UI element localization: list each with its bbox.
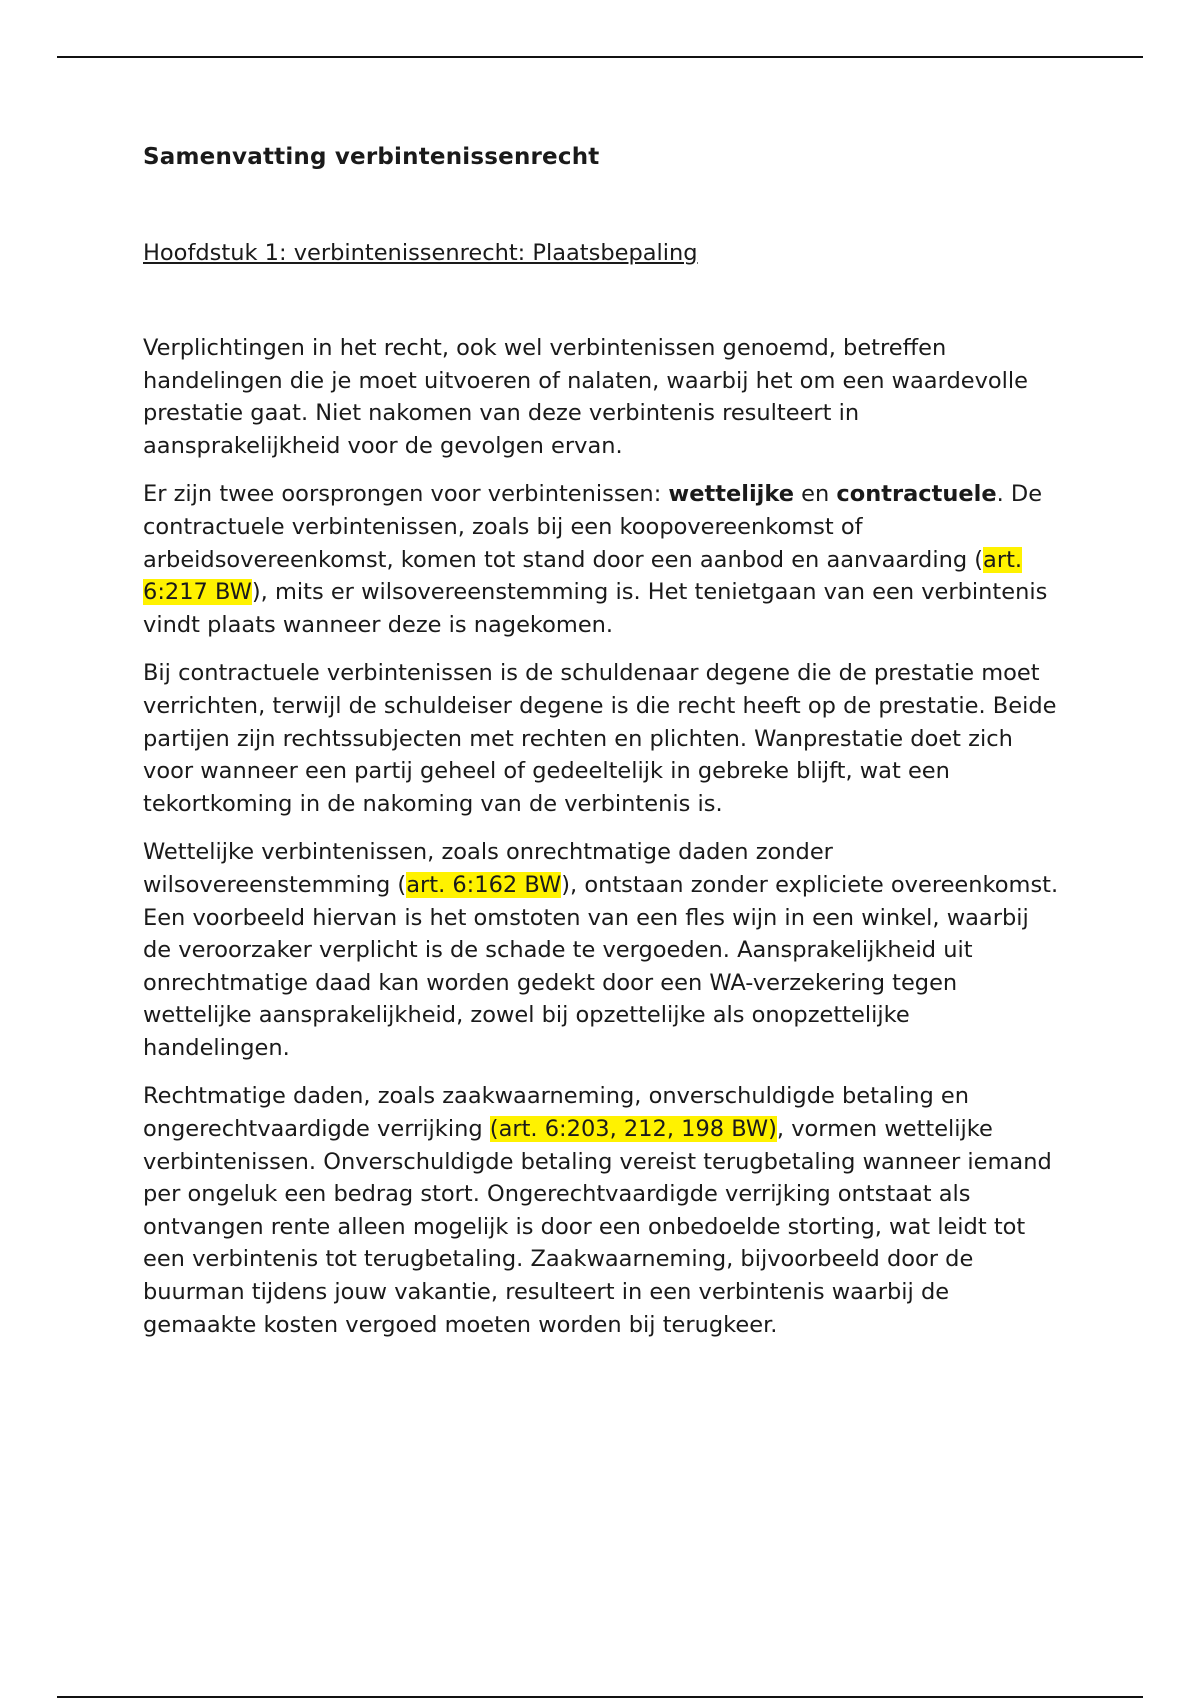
paragraph-5-text-1: Rechtmatige daden, zoals zaakwaarneming, onverschuldigde betaling en ongerechtvaardigde verrijking [143, 1083, 970, 1143]
paragraph-3-text: Bij contractuele verbintenissen is de schuldenaar degene die de prestatie moet verrichten, terwijl de schuldeiser degene is die recht heeft op de prestatie. Beide partijen zijn rechtssubjecten met rechten en plichten. Wanprestatie doet zich voor wanneer een partij geheel of gedeeltelijk in gebreke blijft, wat een tekortkoming in de nakoming van de verbintenis is. [143, 660, 1057, 817]
paragraph-4 [143, 836, 1063, 1064]
paragraph-5-text-2: , vormen wettelijke verbintenissen. Onverschuldigde betaling vereist terugbetaling wanneer iemand per ongeluk een bedrag stort. Ongerechtvaardigde verrijking ontstaat als ontvangen rente alleen mogelijk is door een onbedoelde storting, wat leidt tot een verbintenis tot terugbetaling. Zaakwaarneming, bijvoorbeeld door de buurman tijdens jouw vakantie, resulteert in een verbintenis waarbij de gemaakte kosten vergoed moeten worden bij terugkeer. [143, 1116, 1052, 1338]
paragraph-2-text-1: Er zijn twee oorsprongen voor verbintenissen: [143, 481, 669, 508]
paragraph-1-text: Verplichtingen in het recht, ook wel verbintenissen genoemd, betreffen handelingen die je moet uitvoeren of nalaten, waarbij het om een waardevolle prestatie gaat. Niet nakomen van deze verbintenis resulteert in aansprakelijkheid voor de gevolgen ervan. [143, 335, 1028, 459]
bold-term-contractuele: contractuele [836, 481, 997, 508]
highlighted-article-reference: art. 6:162 BW [406, 871, 562, 898]
paragraph-4-text-2: ), ontstaan zonder expliciete overeenkomst. Een voorbeeld hiervan is het omstoten van een fles wijn in een winkel, waarbij de veroorzaker verplicht is de schade te vergoeden. Aansprakelijkheid uit onrechtmatige daad kan worden gedekt door een WA-verzekering tegen wettelijke aansprakelijkheid, zowel bij opzettelijke als onopzettelijke handelingen. [143, 871, 1059, 1061]
chapter-heading: Hoofdstuk 1: verbintenissenrecht: Plaatsbepaling [143, 240, 698, 266]
paragraph-4-text-1: Wettelijke verbintenissen, zoals onrechtmatige daden zonder wilsovereenstemming ( [143, 839, 833, 898]
top-rule [57, 56, 1143, 58]
paragraph-2-text-2: en [794, 481, 837, 508]
bold-term-wettelijke: wettelijke [668, 481, 794, 508]
paragraph-3 [143, 657, 1063, 820]
highlighted-article-reference: (art. 6:203, 212, 198 BW) [489, 1116, 777, 1143]
page-title: Samenvatting verbintenissenrecht [143, 144, 600, 170]
paragraph-5 [143, 1080, 1063, 1341]
document-body [143, 140, 1063, 1357]
paragraph-1 [143, 332, 1063, 462]
bottom-rule [57, 1696, 1143, 1698]
paragraph-2 [143, 478, 1063, 641]
highlighted-article-reference: art. 6:217 BW [143, 546, 1023, 606]
paragraph-2-text-3: . De contractuele verbintenissen, zoals bij een koopovereenkomst of arbeidsovereenkomst, komen tot stand door een aanbod en aanvaarding ( [143, 481, 1043, 573]
paragraph-2-text-4: ), mits er wilsovereenstemming is. Het tenietgaan van een verbintenis vindt plaats wanneer deze is nagekomen. [143, 579, 1048, 638]
